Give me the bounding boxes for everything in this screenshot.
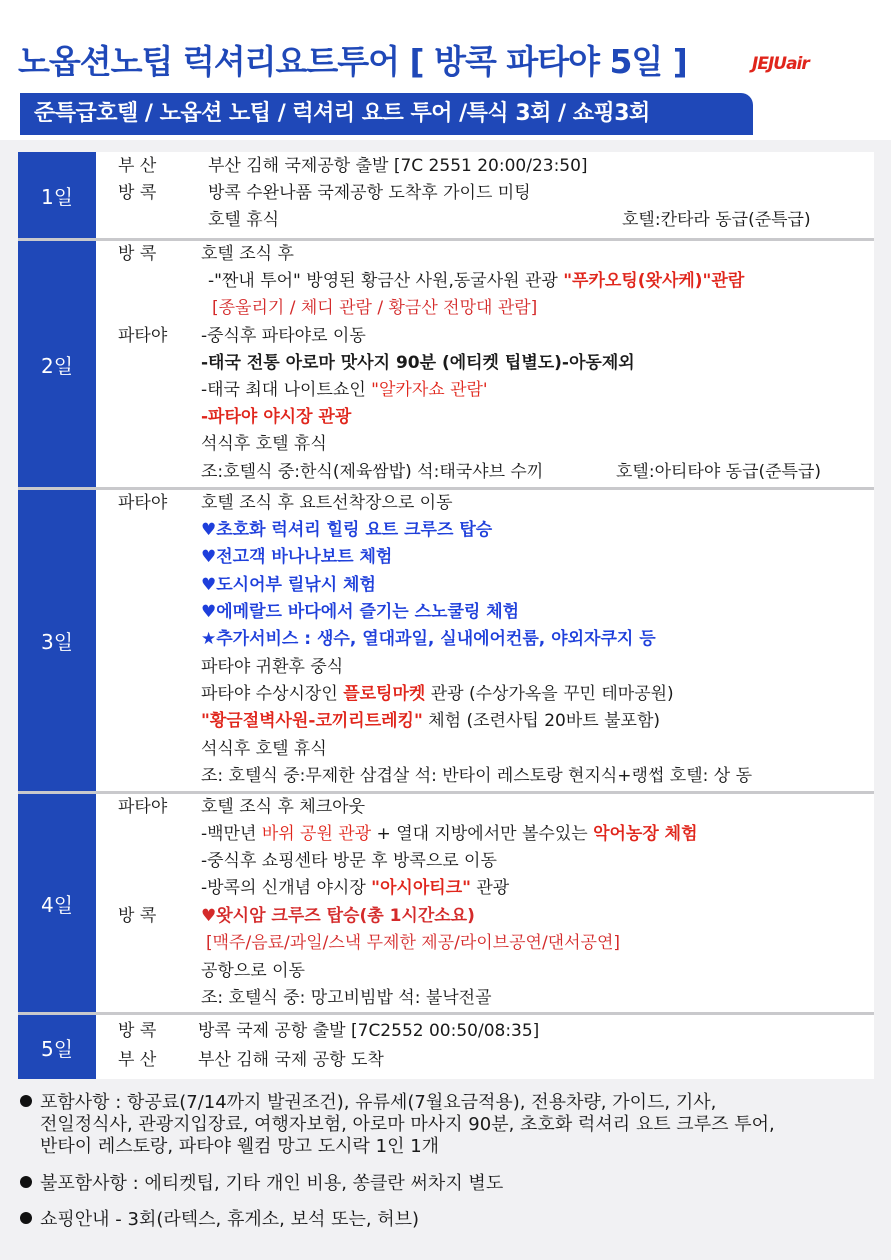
itinerary-line: 공항으로 이동	[201, 961, 305, 981]
itinerary-line: 부산 김해 국제 공항 도착	[198, 1050, 384, 1070]
itinerary-line: -백만년 바위 공원 관광 + 열대 지방에서만 볼수있는 악어농장 체험	[201, 824, 698, 844]
day-content	[96, 794, 874, 1012]
place-label: 방 콕	[118, 1021, 157, 1041]
day-content	[96, 241, 874, 487]
itinerary-line: 석식후 호텔 휴식	[201, 739, 327, 759]
itinerary-line: 호텔 조식 후	[201, 244, 294, 264]
itinerary-line: 방콕 수완나품 국제공항 도착후 가이드 미팅	[208, 183, 531, 203]
day-label: 4일	[18, 794, 96, 1012]
day-1	[18, 152, 874, 238]
bullet-icon	[20, 1212, 32, 1224]
itinerary-line: ★추가서비스 : 생수, 열대과일, 실내에어컨룸, 야외자쿠지 등	[201, 629, 656, 649]
day-2	[18, 241, 874, 487]
shopping-note: 쇼핑안내 - 3회(라텍스, 휴게소, 보석 또는, 허브)	[20, 1209, 880, 1231]
excluded-note: 불포함사항 : 에티켓팁, 기타 개인 비용, 쏭클란 써차지 별도	[20, 1173, 880, 1195]
itinerary-line: 호텔 조식 후 체크아웃	[201, 797, 366, 817]
itinerary-line: 방콕 국제 공항 출발 [7C2552 00:50/08:35]	[198, 1021, 540, 1041]
day-3	[18, 490, 874, 791]
tagline-banner: 준특급호텔 / 노옵션 노팁 / 럭셔리 요트 투어 /특식 3회 / 쇼핑3회	[20, 93, 753, 135]
itinerary-line: ♥전고객 바나나보트 체험	[201, 547, 393, 567]
brand-logo: JEJUair	[752, 54, 809, 74]
day-label: 3일	[18, 490, 96, 791]
itinerary-line: 부산 김해 국제공항 출발 [7C 2551 20:00/23:50]	[208, 156, 588, 176]
place-label: 부 산	[118, 156, 157, 176]
page-title: 노옵션노팁 럭셔리요트투어 [ 방콕 파타야 5일 ]	[18, 42, 687, 81]
itinerary-line: ♥초호화 럭셔리 힐링 요트 크루즈 탑승	[201, 520, 493, 540]
itinerary-line: 조: 호텔식 중:무제한 삼겹살 석: 반타이 레스토랑 현지식+랭썹 호텔: 상 동	[201, 766, 753, 786]
hotel-info: 호텔:칸타라 동급(준특급)	[622, 210, 811, 230]
itinerary-line: ♥에메랄드 바다에서 즐기는 스노쿨링 체험	[201, 602, 520, 622]
itinerary-line: [종울리기 / 체디 관람 / 황금산 전망대 관람]	[212, 298, 538, 318]
day-4	[18, 794, 874, 1012]
place-label: 방 콕	[118, 244, 157, 264]
bullet-icon	[20, 1095, 32, 1107]
itinerary-line: 호텔 조식 후 요트선착장으로 이동	[201, 493, 453, 513]
itinerary-line: -중식후 쇼핑센타 방문 후 방콕으로 이동	[201, 851, 497, 871]
itinerary-line: -태국 최대 나이트쇼인 "알카자쇼 관람'	[201, 380, 488, 400]
itinerary-line: 조:호텔식 중:한식(제육쌈밥) 석:태국샤브 수끼	[201, 462, 544, 482]
itinerary-line: 조: 호텔식 중: 망고비빔밥 석: 불낙전골	[201, 988, 492, 1008]
day-label: 2일	[18, 241, 96, 487]
day-content	[96, 1015, 874, 1079]
itinerary-line: 석식후 호텔 휴식	[201, 434, 327, 454]
place-label: 방 콕	[118, 183, 157, 203]
itinerary-line: 호텔 휴식	[208, 210, 280, 230]
itinerary-line: 파타야 귀환후 중식	[201, 657, 344, 677]
itinerary-line: [맥주/음료/과일/스낵 무제한 제공/라이브공연/댄서공연]	[206, 933, 620, 953]
bullet-icon	[20, 1176, 32, 1188]
hotel-info: 호텔:아티타야 동급(준특급)	[616, 462, 822, 482]
included-note: 포함사항 : 항공료(7/14까지 발권조건), 유류세(7월요금적용), 전용차량, 가이드, 기사, 전일정식사, 관광지입장료, 여행자보험, 아로마 마사지 90분, 초호화 럭셔리 요트 크루즈 투어, 반타이 레스토랑, 파타야 웰컴 망고 도시락 1인 1개	[20, 1092, 880, 1158]
day-content	[96, 490, 874, 791]
itinerary-line: -"짠내 투어" 방영된 황금산 사원,동굴사원 관광 "푸카오팅(왓사케)"관람	[208, 271, 745, 291]
itinerary-line: -파타야 야시장 관광	[201, 407, 352, 427]
place-label: 부 산	[118, 1050, 157, 1070]
itinerary-line: -방콕의 신개념 야시장 "아시아티크" 관광	[201, 878, 510, 898]
itinerary-line: ♥왓시암 크루즈 탑승(총 1시간소요)	[201, 906, 475, 926]
itinerary-line: -태국 전통 아로마 맛사지 90분 (에티켓 팁별도)-아동제외	[201, 353, 635, 373]
day-content	[96, 152, 874, 238]
place-label: 방 콕	[118, 906, 157, 926]
itinerary-line: -중식후 파타야로 이동	[201, 326, 366, 346]
day-5	[18, 1015, 874, 1079]
itinerary-line: ♥도시어부 릴낚시 체험	[201, 575, 376, 595]
day-label: 1일	[18, 152, 96, 238]
itinerary-line: 파타야 수상시장인 플로팅마켓 관광 (수상가옥을 꾸민 테마공원)	[201, 684, 674, 704]
place-label: 파타야	[118, 797, 168, 817]
day-label: 5일	[18, 1015, 96, 1079]
place-label: 파타야	[118, 493, 168, 513]
place-label: 파타야	[118, 326, 168, 346]
itinerary-line: "황금절벽사원-코끼리트레킹" 체험 (조련사팁 20바트 불포함)	[201, 711, 660, 731]
